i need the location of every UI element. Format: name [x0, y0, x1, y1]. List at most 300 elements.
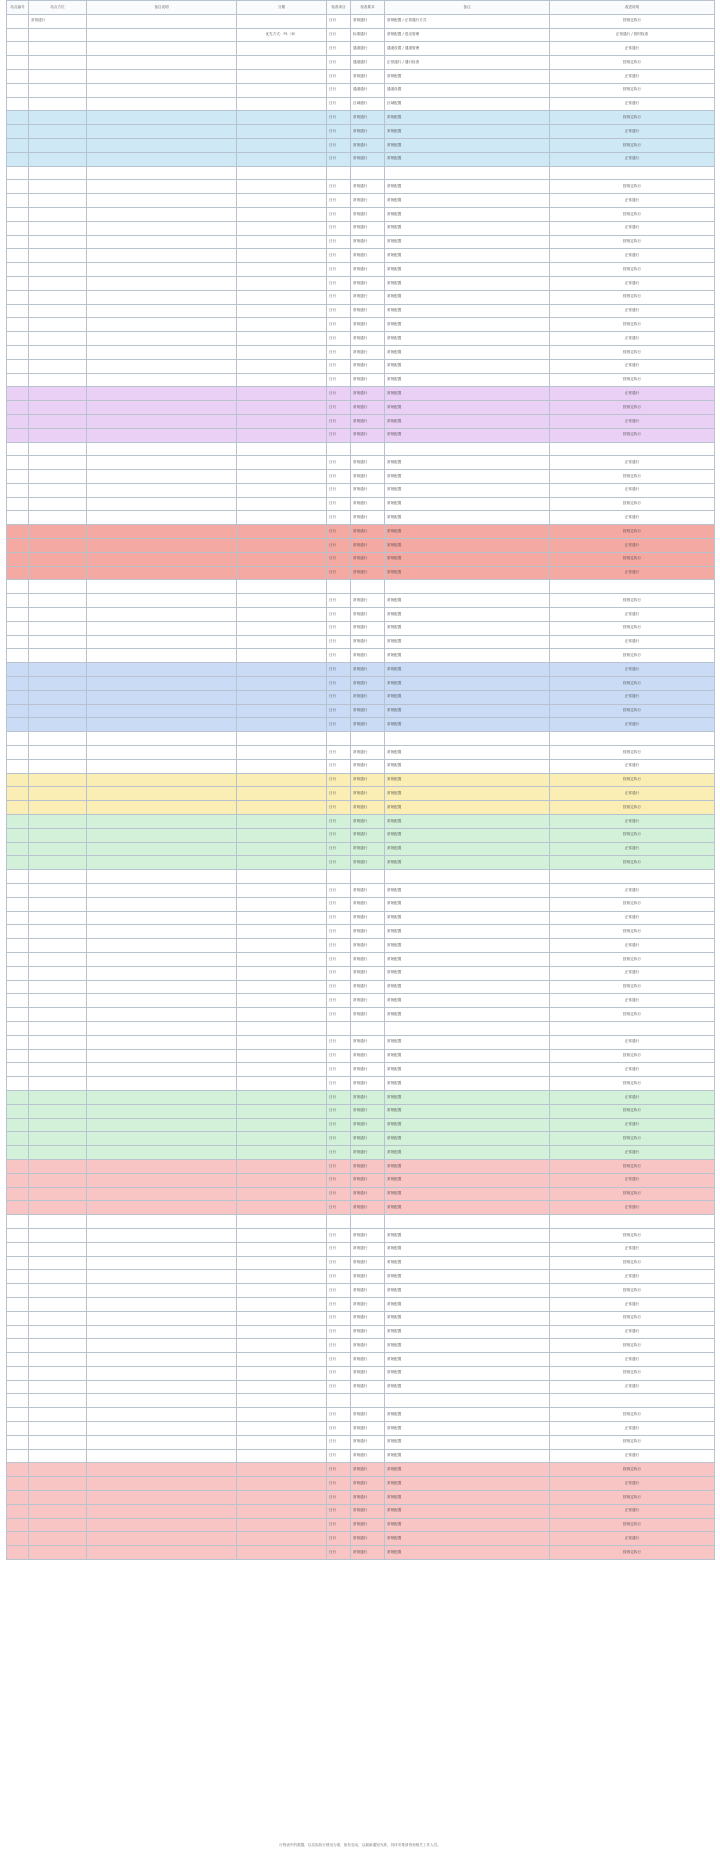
cell-remark: 按规定执行 [550, 111, 715, 125]
cell-remark: 按规定执行 [550, 828, 715, 842]
cell-note [237, 939, 327, 953]
cell-requirement: 常规配置 [385, 373, 550, 387]
cell-note [237, 456, 327, 470]
cell-check-item: 常规通行 [351, 345, 385, 359]
cell-check-item: 常规通行 [351, 1422, 385, 1436]
cell-requirement: 常规配置 [385, 897, 550, 911]
cell-description [87, 83, 237, 97]
cell-location [29, 1491, 87, 1505]
cell-note [237, 221, 327, 235]
cell-requirement: 常规配置 [385, 470, 550, 484]
cell-stage: 日行 [327, 387, 351, 401]
table-row [7, 939, 715, 953]
cell-stage: 日行 [327, 952, 351, 966]
cell-location [29, 911, 87, 925]
cell-location [29, 1215, 87, 1229]
cell-description [87, 1146, 237, 1160]
cell-remark: 正常通行 [550, 1353, 715, 1367]
cell-index [7, 925, 29, 939]
cell-location [29, 1008, 87, 1022]
cell-check-item: 常规通行 [351, 428, 385, 442]
cell-check-item: 通道通行 [351, 42, 385, 56]
cell-requirement: 常规配置 [385, 663, 550, 677]
cell-index [7, 111, 29, 125]
cell-location [29, 621, 87, 635]
cell-remark: 正常通行 [550, 787, 715, 801]
cell-index [7, 28, 29, 42]
cell-stage: 日行 [327, 1132, 351, 1146]
cell-remark [550, 580, 715, 594]
cell-requirement: 常规配置 [385, 594, 550, 608]
cell-check-item: 常规通行 [351, 249, 385, 263]
table-row [7, 1366, 715, 1380]
cell-description [87, 690, 237, 704]
cell-remark: 按规定执行 [550, 1518, 715, 1532]
cell-location [29, 1132, 87, 1146]
cell-requirement: 常规配置 [385, 925, 550, 939]
table-row [7, 677, 715, 691]
cell-check-item: 常规通行 [351, 276, 385, 290]
cell-stage: 日行 [327, 1380, 351, 1394]
cell-location [29, 1394, 87, 1408]
cell-requirement: 常规配置 [385, 828, 550, 842]
cell-location [29, 290, 87, 304]
cell-description [87, 815, 237, 829]
table-row [7, 608, 715, 622]
cell-check-item: 常规通行 [351, 1297, 385, 1311]
cell-index [7, 884, 29, 898]
cell-location [29, 1228, 87, 1242]
cell-index [7, 1201, 29, 1215]
cell-note [237, 138, 327, 152]
cell-check-item: 常规通行 [351, 1090, 385, 1104]
cell-check-item: 常规通行 [351, 1132, 385, 1146]
cell-remark: 正常通行 [550, 359, 715, 373]
cell-index [7, 332, 29, 346]
cell-check-item: 常规通行 [351, 1049, 385, 1063]
cell-remark: 按规定执行 [550, 525, 715, 539]
cell-location [29, 1077, 87, 1091]
table-row [7, 525, 715, 539]
cell-stage: 日行 [327, 925, 351, 939]
cell-note [237, 787, 327, 801]
cell-index [7, 221, 29, 235]
cell-note [237, 1477, 327, 1491]
cell-description [87, 249, 237, 263]
cell-requirement: 常规配置 [385, 939, 550, 953]
cell-requirement: 常规配置 [385, 759, 550, 773]
cell-requirement: 常规配置 [385, 138, 550, 152]
cell-remark [550, 732, 715, 746]
cell-remark: 正常通行 [550, 249, 715, 263]
cell-requirement: 常规配置 [385, 1187, 550, 1201]
cell-remark: 正常通行 [550, 221, 715, 235]
table-row [7, 1325, 715, 1339]
cell-remark: 正常通行 [550, 511, 715, 525]
cell-check-item: 常规通行 [351, 1104, 385, 1118]
cell-stage: 日行 [327, 621, 351, 635]
cell-note [237, 897, 327, 911]
cell-requirement: 常规配置 [385, 428, 550, 442]
cell-stage: 日行 [327, 1256, 351, 1270]
cell-location [29, 870, 87, 884]
cell-index [7, 401, 29, 415]
cell-index [7, 1325, 29, 1339]
cell-index [7, 1173, 29, 1187]
cell-index [7, 663, 29, 677]
table-row [7, 511, 715, 525]
cell-note [237, 566, 327, 580]
cell-check-item: 标准通行 [351, 28, 385, 42]
cell-location [29, 1463, 87, 1477]
cell-description [87, 1477, 237, 1491]
cell-index [7, 373, 29, 387]
cell-requirement: 常规配置 [385, 456, 550, 470]
cell-description [87, 180, 237, 194]
table-row [7, 552, 715, 566]
table-row [7, 1353, 715, 1367]
cell-check-item: 区域通行 [351, 97, 385, 111]
cell-check-item: 常规通行 [351, 1504, 385, 1518]
cell-index [7, 497, 29, 511]
cell-index [7, 42, 29, 56]
cell-location [29, 138, 87, 152]
cell-note [237, 1546, 327, 1560]
cell-description [87, 925, 237, 939]
cell-requirement: 常规配置 [385, 649, 550, 663]
cell-requirement: 常规配置 [385, 952, 550, 966]
cell-remark: 正常通行 [550, 304, 715, 318]
cell-remark: 按规定执行 [550, 1187, 715, 1201]
table-row [7, 580, 715, 594]
cell-index [7, 704, 29, 718]
cell-description [87, 1256, 237, 1270]
cell-index [7, 1242, 29, 1256]
cell-description [87, 870, 237, 884]
cell-requirement: 常规配置 [385, 539, 550, 553]
cell-requirement: 常规配置 [385, 1146, 550, 1160]
cell-index [7, 539, 29, 553]
cell-check-item: 常规通行 [351, 594, 385, 608]
cell-description [87, 1422, 237, 1436]
cell-description [87, 456, 237, 470]
cell-requirement: 常规配置 [385, 994, 550, 1008]
cell-check-item: 常规通行 [351, 552, 385, 566]
cell-description [87, 387, 237, 401]
cell-remark: 按规定执行 [550, 980, 715, 994]
table-row [7, 690, 715, 704]
cell-check-item: 常规通行 [351, 1325, 385, 1339]
table-row [7, 842, 715, 856]
cell-note [237, 856, 327, 870]
cell-location [29, 1035, 87, 1049]
cell-remark: 按规定执行 [550, 1463, 715, 1477]
cell-check-item: 常规通行 [351, 1008, 385, 1022]
cell-requirement [385, 442, 550, 456]
cell-remark: 正常通行 [550, 966, 715, 980]
cell-stage: 日行 [327, 56, 351, 70]
cell-remark: 正常通行 [550, 414, 715, 428]
cell-check-item: 常规通行 [351, 1187, 385, 1201]
table-row [7, 1021, 715, 1035]
cell-check-item: 常规通行 [351, 608, 385, 622]
cell-description [87, 1035, 237, 1049]
cell-remark: 按规定执行 [550, 1256, 715, 1270]
cell-check-item: 常规通行 [351, 1463, 385, 1477]
cell-index [7, 1435, 29, 1449]
table-row [7, 1270, 715, 1284]
cell-stage: 日行 [327, 1146, 351, 1160]
cell-remark [550, 1215, 715, 1229]
cell-check-item: 常规通行 [351, 952, 385, 966]
cell-index [7, 580, 29, 594]
cell-location [29, 304, 87, 318]
cell-stage: 日行 [327, 125, 351, 139]
cell-location [29, 952, 87, 966]
cell-index [7, 1394, 29, 1408]
cell-note [237, 345, 327, 359]
table-row [7, 387, 715, 401]
cell-index [7, 718, 29, 732]
cell-description [87, 635, 237, 649]
cell-check-item: 常规通行 [351, 635, 385, 649]
cell-location [29, 1518, 87, 1532]
cell-description [87, 746, 237, 760]
cell-location [29, 152, 87, 166]
cell-remark: 正常通行 [550, 1325, 715, 1339]
cell-requirement: 常规配置 [385, 1532, 550, 1546]
cell-location [29, 318, 87, 332]
cell-index [7, 428, 29, 442]
cell-stage: 日行 [327, 511, 351, 525]
cell-stage: 日行 [327, 1449, 351, 1463]
table-row [7, 1201, 715, 1215]
cell-check-item: 常规通行 [351, 801, 385, 815]
cell-check-item: 常规通行 [351, 318, 385, 332]
cell-index [7, 511, 29, 525]
table-row [7, 235, 715, 249]
table-row [7, 884, 715, 898]
cell-description [87, 42, 237, 56]
cell-remark [550, 1394, 715, 1408]
cell-description [87, 194, 237, 208]
cell-remark: 正常通行 [550, 97, 715, 111]
table-row [7, 1339, 715, 1353]
cell-remark [550, 166, 715, 180]
cell-index [7, 152, 29, 166]
cell-note [237, 994, 327, 1008]
cell-stage: 日行 [327, 525, 351, 539]
cell-location [29, 704, 87, 718]
cell-note [237, 1049, 327, 1063]
cell-remark: 正常通行 [550, 1297, 715, 1311]
table-row [7, 952, 715, 966]
table-header-row [7, 1, 715, 15]
cell-remark [550, 1021, 715, 1035]
cell-location [29, 1532, 87, 1546]
cell-stage: 日行 [327, 842, 351, 856]
cell-description [87, 677, 237, 691]
cell-note [237, 1408, 327, 1422]
cell-location [29, 470, 87, 484]
cell-check-item: 常规通行 [351, 207, 385, 221]
cell-check-item: 常规通行 [351, 332, 385, 346]
cell-index [7, 842, 29, 856]
cell-location [29, 566, 87, 580]
table-row [7, 497, 715, 511]
cell-stage: 日行 [327, 276, 351, 290]
cell-index [7, 470, 29, 484]
cell-note [237, 152, 327, 166]
cell-remark: 正常通行 [550, 1380, 715, 1394]
table-row [7, 870, 715, 884]
cell-check-item [351, 1021, 385, 1035]
cell-note [237, 1008, 327, 1022]
cell-requirement: 常规配置 [385, 359, 550, 373]
cell-location [29, 1311, 87, 1325]
cell-stage: 日行 [327, 1049, 351, 1063]
cell-index [7, 304, 29, 318]
cell-description [87, 704, 237, 718]
cell-index [7, 732, 29, 746]
table-row [7, 773, 715, 787]
cell-stage: 日行 [327, 97, 351, 111]
cell-remark: 正常通行 [550, 608, 715, 622]
cell-index [7, 1546, 29, 1560]
cell-requirement: 常规配置 [385, 125, 550, 139]
cell-stage: 日行 [327, 1422, 351, 1436]
cell-check-item: 常规通行 [351, 359, 385, 373]
cell-location [29, 235, 87, 249]
cell-location [29, 690, 87, 704]
table-row [7, 138, 715, 152]
cell-check-item: 常规通行 [351, 649, 385, 663]
table-row [7, 1297, 715, 1311]
cell-location [29, 994, 87, 1008]
cell-remark: 按规定执行 [550, 594, 715, 608]
cell-index [7, 952, 29, 966]
cell-stage: 日行 [327, 1063, 351, 1077]
table-row [7, 828, 715, 842]
cell-stage: 日行 [327, 194, 351, 208]
cell-requirement: 常规配置 [385, 249, 550, 263]
table-row [7, 1159, 715, 1173]
cell-index [7, 180, 29, 194]
cell-note [237, 1325, 327, 1339]
cell-remark: 按规定执行 [550, 1284, 715, 1298]
cell-stage: 日行 [327, 704, 351, 718]
cell-note [237, 1297, 327, 1311]
cell-check-item: 常规通行 [351, 1118, 385, 1132]
cell-stage: 日行 [327, 1104, 351, 1118]
cell-note [237, 83, 327, 97]
cell-note [237, 1187, 327, 1201]
cell-note [237, 1366, 327, 1380]
cell-location [29, 594, 87, 608]
cell-note [237, 511, 327, 525]
cell-requirement: 常规配置 [385, 608, 550, 622]
cell-remark: 按规定执行 [550, 1339, 715, 1353]
cell-remark: 正常通行 [550, 1477, 715, 1491]
cell-index [7, 828, 29, 842]
cell-location [29, 401, 87, 415]
cell-remark: 按规定执行 [550, 1132, 715, 1146]
cell-check-item: 常规通行 [351, 1546, 385, 1560]
cell-check-item: 常规通行 [351, 787, 385, 801]
cell-stage: 日行 [327, 1546, 351, 1560]
table-row [7, 249, 715, 263]
cell-remark: 按规定执行 [550, 1311, 715, 1325]
cell-stage: 日行 [327, 249, 351, 263]
cell-index [7, 1035, 29, 1049]
cell-description [87, 1090, 237, 1104]
cell-note [237, 884, 327, 898]
cell-remark: 正常通行 [550, 718, 715, 732]
table-row [7, 1463, 715, 1477]
cell-requirement: 区域配置 [385, 97, 550, 111]
cell-location [29, 1090, 87, 1104]
cell-check-item: 常规通行 [351, 290, 385, 304]
cell-note [237, 290, 327, 304]
cell-location [29, 539, 87, 553]
cell-check-item: 常规通行 [351, 470, 385, 484]
cell-check-item: 常规通行 [351, 911, 385, 925]
table-row [7, 1284, 715, 1298]
cell-description [87, 787, 237, 801]
cell-check-item: 常规通行 [351, 1449, 385, 1463]
cell-check-item: 常规通行 [351, 387, 385, 401]
cell-index [7, 235, 29, 249]
cell-note [237, 235, 327, 249]
cell-location [29, 1104, 87, 1118]
cell-stage: 日行 [327, 787, 351, 801]
cell-index [7, 1408, 29, 1422]
cell-note [237, 1077, 327, 1091]
cell-stage: 日行 [327, 1408, 351, 1422]
cell-requirement: 常规配置 [385, 856, 550, 870]
cell-requirement: 常规配置 [385, 235, 550, 249]
cell-stage: 日行 [327, 759, 351, 773]
cell-check-item: 常规通行 [351, 925, 385, 939]
table-row [7, 456, 715, 470]
cell-index [7, 290, 29, 304]
cell-remark: 按规定执行 [550, 470, 715, 484]
cell-requirement: 常规配置 / 进出管理 [385, 28, 550, 42]
cell-description [87, 594, 237, 608]
table-row [7, 1035, 715, 1049]
cell-requirement: 常规配置 [385, 180, 550, 194]
cell-note [237, 732, 327, 746]
cell-note [237, 1104, 327, 1118]
cell-description [87, 580, 237, 594]
cell-stage [327, 732, 351, 746]
cell-note [237, 1146, 327, 1160]
cell-check-item: 常规通行 [351, 663, 385, 677]
cell-index [7, 442, 29, 456]
cell-remark: 正常通行 [550, 1270, 715, 1284]
cell-index [7, 994, 29, 1008]
cell-requirement: 常规配置 [385, 1353, 550, 1367]
cell-requirement: 常规配置 [385, 387, 550, 401]
cell-description [87, 290, 237, 304]
cell-remark: 正常通行 [550, 152, 715, 166]
table-row [7, 1491, 715, 1505]
cell-remark: 正常通行 [550, 1532, 715, 1546]
cell-description [87, 401, 237, 415]
cell-stage: 日行 [327, 428, 351, 442]
cell-note [237, 704, 327, 718]
cell-description [87, 152, 237, 166]
